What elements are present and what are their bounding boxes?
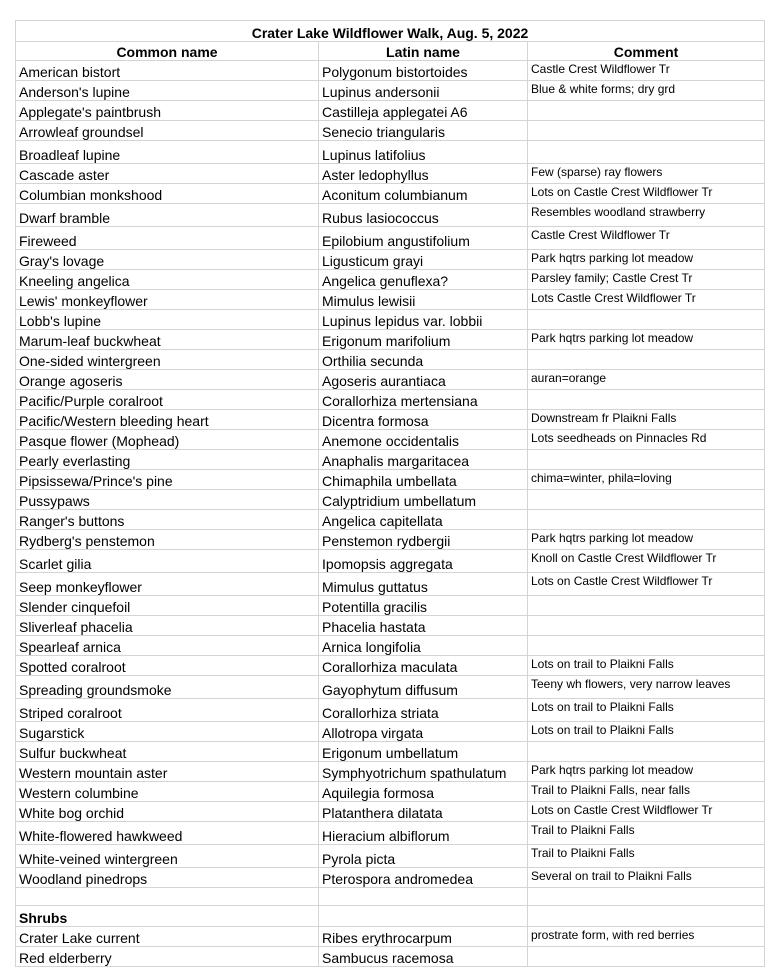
comment-cell[interactable] bbox=[528, 101, 765, 121]
latin-name-cell[interactable]: Aconitum columbianum bbox=[319, 184, 528, 204]
common-name-cell[interactable]: Pacific/Western bleeding heart bbox=[16, 410, 319, 430]
common-name-cell[interactable]: Fireweed bbox=[16, 227, 319, 250]
common-name-cell[interactable]: Red elderberry bbox=[16, 947, 319, 967]
latin-name-cell[interactable]: Rubus lasiococcus bbox=[319, 204, 528, 227]
common-name-cell[interactable]: Spearleaf arnica bbox=[16, 636, 319, 656]
comment-cell[interactable]: Trail to Plaikni Falls bbox=[528, 845, 765, 868]
table-row bbox=[16, 676, 765, 699]
section-title-shrubs[interactable]: Shrubs bbox=[16, 906, 319, 927]
common-name-cell[interactable]: Rydberg's penstemon bbox=[16, 530, 319, 550]
comment-cell[interactable]: Knoll on Castle Crest Wildflower Tr bbox=[528, 550, 765, 573]
header-common-name[interactable]: Common name bbox=[16, 42, 319, 61]
table-row bbox=[16, 530, 765, 550]
empty-cell[interactable] bbox=[16, 888, 319, 906]
common-name-cell[interactable]: Pearly everlasting bbox=[16, 450, 319, 470]
comment-cell[interactable]: Lots on trail to Plaikni Falls bbox=[528, 722, 765, 742]
latin-name-cell[interactable]: Aquilegia formosa bbox=[319, 782, 528, 802]
latin-name-cell[interactable]: Anaphalis margaritacea bbox=[319, 450, 528, 470]
table-row bbox=[16, 61, 765, 81]
comment-cell[interactable] bbox=[528, 490, 765, 510]
comment-cell[interactable]: Lots on trail to Plaikni Falls bbox=[528, 699, 765, 722]
common-name-cell[interactable]: Pasque flower (Mophead) bbox=[16, 430, 319, 450]
common-name-cell[interactable]: Pussypaws bbox=[16, 490, 319, 510]
latin-name-cell[interactable]: Ribes erythrocarpum bbox=[319, 927, 528, 947]
table-row bbox=[16, 550, 765, 573]
table-row bbox=[16, 410, 765, 430]
latin-name-cell[interactable]: Dicentra formosa bbox=[319, 410, 528, 430]
latin-name-cell[interactable]: Corallorhiza striata bbox=[319, 699, 528, 722]
comment-cell[interactable] bbox=[528, 742, 765, 762]
comment-cell[interactable]: Few (sparse) ray flowers bbox=[528, 164, 765, 184]
comment-cell[interactable]: Lots on Castle Crest Wildflower Tr bbox=[528, 573, 765, 596]
comment-cell[interactable] bbox=[528, 141, 765, 164]
latin-name-cell[interactable]: Allotropa virgata bbox=[319, 722, 528, 742]
latin-name-cell[interactable]: Polygonum bistortoides bbox=[319, 61, 528, 81]
table-row bbox=[16, 370, 765, 390]
table-row bbox=[16, 762, 765, 782]
common-name-cell[interactable]: Woodland pinedrops bbox=[16, 868, 319, 888]
title-row bbox=[16, 21, 765, 42]
common-name-cell[interactable]: Broadleaf lupine bbox=[16, 141, 319, 164]
latin-name-cell[interactable]: Arnica longifolia bbox=[319, 636, 528, 656]
table-row bbox=[16, 573, 765, 596]
comment-cell[interactable] bbox=[528, 616, 765, 636]
latin-name-cell[interactable]: Platanthera dilatata bbox=[319, 802, 528, 822]
header-row bbox=[16, 42, 765, 61]
common-name-cell[interactable]: Spotted coralroot bbox=[16, 656, 319, 676]
table-row bbox=[16, 868, 765, 888]
latin-name-cell[interactable]: Erigonum umbellatum bbox=[319, 742, 528, 762]
table-row bbox=[16, 290, 765, 310]
comment-cell[interactable] bbox=[528, 310, 765, 330]
latin-name-cell[interactable]: Calyptridium umbellatum bbox=[319, 490, 528, 510]
table-row bbox=[16, 330, 765, 350]
common-name-cell[interactable]: One-sided wintergreen bbox=[16, 350, 319, 370]
comment-cell[interactable]: Park hqtrs parking lot meadow bbox=[528, 330, 765, 350]
common-name-cell[interactable]: Crater Lake current bbox=[16, 927, 319, 947]
table-row bbox=[16, 699, 765, 722]
common-name-cell[interactable]: Kneeling angelica bbox=[16, 270, 319, 290]
latin-name-cell[interactable]: Lupinus latifolius bbox=[319, 141, 528, 164]
latin-name-cell[interactable]: Symphyotrichum spathulatum bbox=[319, 762, 528, 782]
latin-name-cell[interactable]: Epilobium angustifolium bbox=[319, 227, 528, 250]
table-row bbox=[16, 350, 765, 370]
sheet-title[interactable]: Crater Lake Wildflower Walk, Aug. 5, 2022 bbox=[16, 21, 765, 42]
table-row bbox=[16, 782, 765, 802]
common-name-cell[interactable]: Western mountain aster bbox=[16, 762, 319, 782]
latin-name-cell[interactable]: Agoseris aurantiaca bbox=[319, 370, 528, 390]
comment-cell[interactable]: Blue & white forms; dry grd bbox=[528, 81, 765, 101]
comment-cell[interactable]: Lots Castle Crest Wildflower Tr bbox=[528, 290, 765, 310]
empty-cell[interactable] bbox=[528, 906, 765, 927]
table-row bbox=[16, 596, 765, 616]
comment-cell[interactable] bbox=[528, 636, 765, 656]
common-name-cell[interactable]: Cascade aster bbox=[16, 164, 319, 184]
latin-name-cell[interactable]: Angelica genuflexa? bbox=[319, 270, 528, 290]
empty-cell[interactable] bbox=[528, 888, 765, 906]
comment-cell[interactable]: Lots on Castle Crest Wildflower Tr bbox=[528, 184, 765, 204]
table-row bbox=[16, 141, 765, 164]
common-name-cell[interactable]: Pacific/Purple coralroot bbox=[16, 390, 319, 410]
comment-cell[interactable]: Park hqtrs parking lot meadow bbox=[528, 530, 765, 550]
latin-name-cell[interactable]: Ligusticum grayi bbox=[319, 250, 528, 270]
latin-name-cell[interactable]: Castilleja applegatei A6 bbox=[319, 101, 528, 121]
comment-cell[interactable] bbox=[528, 390, 765, 410]
table-row bbox=[16, 250, 765, 270]
latin-name-cell[interactable]: Pterospora andromedea bbox=[319, 868, 528, 888]
latin-name-cell[interactable]: Anemone occidentalis bbox=[319, 430, 528, 450]
common-name-cell[interactable]: Slender cinquefoil bbox=[16, 596, 319, 616]
table-row bbox=[16, 310, 765, 330]
latin-name-cell[interactable]: Lupinus lepidus var. lobbii bbox=[319, 310, 528, 330]
table-row bbox=[16, 101, 765, 121]
comment-cell[interactable]: Park hqtrs parking lot meadow bbox=[528, 250, 765, 270]
common-name-cell[interactable]: White-flowered hawkweed bbox=[16, 822, 319, 845]
table-row bbox=[16, 164, 765, 184]
common-name-cell[interactable]: Lobb's lupine bbox=[16, 310, 319, 330]
table-row bbox=[16, 636, 765, 656]
comment-cell[interactable]: Trail to Plaikni Falls, near falls bbox=[528, 782, 765, 802]
latin-name-cell[interactable]: Erigonum marifolium bbox=[319, 330, 528, 350]
common-name-cell[interactable]: White bog orchid bbox=[16, 802, 319, 822]
common-name-cell[interactable]: Sulfur buckwheat bbox=[16, 742, 319, 762]
comment-cell[interactable]: Resembles woodland strawberry bbox=[528, 204, 765, 227]
common-name-cell[interactable]: Spreading groundsmoke bbox=[16, 676, 319, 699]
table-row bbox=[16, 822, 765, 845]
comment-cell[interactable]: Park hqtrs parking lot meadow bbox=[528, 762, 765, 782]
table-row bbox=[16, 656, 765, 676]
latin-name-cell[interactable]: Mimulus lewisii bbox=[319, 290, 528, 310]
common-name-cell[interactable]: Marum-leaf buckwheat bbox=[16, 330, 319, 350]
comment-cell[interactable] bbox=[528, 350, 765, 370]
table-row bbox=[16, 121, 765, 141]
common-name-cell[interactable]: Orange agoseris bbox=[16, 370, 319, 390]
table-row bbox=[16, 450, 765, 470]
comment-cell[interactable]: auran=orange bbox=[528, 370, 765, 390]
latin-name-cell[interactable]: Angelica capitellata bbox=[319, 510, 528, 530]
latin-name-cell[interactable]: Phacelia hastata bbox=[319, 616, 528, 636]
common-name-cell[interactable]: American bistort bbox=[16, 61, 319, 81]
common-name-cell[interactable]: Lewis' monkeyflower bbox=[16, 290, 319, 310]
latin-name-cell[interactable]: Corallorhiza mertensiana bbox=[319, 390, 528, 410]
latin-name-cell[interactable]: Potentilla gracilis bbox=[319, 596, 528, 616]
comment-cell[interactable] bbox=[528, 450, 765, 470]
table-row bbox=[16, 227, 765, 250]
common-name-cell[interactable]: Columbian monkshood bbox=[16, 184, 319, 204]
comment-cell[interactable]: Lots seedheads on Pinnacles Rd bbox=[528, 430, 765, 450]
latin-name-cell[interactable]: Gayophytum diffusum bbox=[319, 676, 528, 699]
comment-cell[interactable]: Parsley family; Castle Crest Tr bbox=[528, 270, 765, 290]
table-row bbox=[16, 742, 765, 762]
latin-name-cell[interactable]: Mimulus guttatus bbox=[319, 573, 528, 596]
table-row bbox=[16, 802, 765, 822]
common-name-cell[interactable]: Sugarstick bbox=[16, 722, 319, 742]
comment-cell[interactable]: prostrate form, with red berries bbox=[528, 927, 765, 947]
comment-cell[interactable]: Trail to Plaikni Falls bbox=[528, 822, 765, 845]
latin-name-cell[interactable]: Ipomopsis aggregata bbox=[319, 550, 528, 573]
section-row bbox=[16, 906, 765, 927]
comment-cell[interactable] bbox=[528, 510, 765, 530]
latin-name-cell[interactable]: Hieracium albiflorum bbox=[319, 822, 528, 845]
comment-cell[interactable]: Several on trail to Plaikni Falls bbox=[528, 868, 765, 888]
comment-cell[interactable]: Teeny wh flowers, very narrow leaves bbox=[528, 676, 765, 699]
latin-name-cell[interactable]: Chimaphila umbellata bbox=[319, 470, 528, 490]
table-row bbox=[16, 722, 765, 742]
table-row bbox=[16, 510, 765, 530]
table-row bbox=[16, 616, 765, 636]
common-name-cell[interactable]: Ranger's buttons bbox=[16, 510, 319, 530]
table-row bbox=[16, 81, 765, 101]
comment-cell[interactable]: Castle Crest Wildflower Tr bbox=[528, 61, 765, 81]
empty-cell[interactable] bbox=[319, 906, 528, 927]
blank-row bbox=[16, 888, 765, 906]
table-row bbox=[16, 927, 765, 947]
table-row bbox=[16, 184, 765, 204]
latin-name-cell[interactable]: Penstemon rydbergii bbox=[319, 530, 528, 550]
comment-cell[interactable]: Downstream fr Plaikni Falls bbox=[528, 410, 765, 430]
latin-name-cell[interactable]: Senecio triangularis bbox=[319, 121, 528, 141]
comment-cell[interactable] bbox=[528, 596, 765, 616]
latin-name-cell[interactable]: Lupinus andersonii bbox=[319, 81, 528, 101]
common-name-cell[interactable]: Arrowleaf groundsel bbox=[16, 121, 319, 141]
comment-cell[interactable]: chima=winter, phila=loving bbox=[528, 470, 765, 490]
common-name-cell[interactable]: Applegate's paintbrush bbox=[16, 101, 319, 121]
common-name-cell[interactable]: Pipsissewa/Prince's pine bbox=[16, 470, 319, 490]
table-row bbox=[16, 430, 765, 450]
comment-cell[interactable] bbox=[528, 121, 765, 141]
common-name-cell[interactable]: Striped coralroot bbox=[16, 699, 319, 722]
common-name-cell[interactable]: Dwarf bramble bbox=[16, 204, 319, 227]
wildflower-table bbox=[15, 20, 765, 967]
table-row bbox=[16, 845, 765, 868]
table-row bbox=[16, 470, 765, 490]
common-name-cell[interactable]: Western columbine bbox=[16, 782, 319, 802]
latin-name-cell[interactable]: Orthilia secunda bbox=[319, 350, 528, 370]
common-name-cell[interactable]: White-veined wintergreen bbox=[16, 845, 319, 868]
latin-name-cell[interactable]: Sambucus racemosa bbox=[319, 947, 528, 967]
table-row bbox=[16, 270, 765, 290]
common-name-cell[interactable]: Sliverleaf phacelia bbox=[16, 616, 319, 636]
comment-cell[interactable] bbox=[528, 947, 765, 967]
latin-name-cell[interactable]: Corallorhiza maculata bbox=[319, 656, 528, 676]
table-row bbox=[16, 947, 765, 967]
comment-cell[interactable]: Lots on Castle Crest Wildflower Tr bbox=[528, 802, 765, 822]
latin-name-cell[interactable]: Aster ledophyllus bbox=[319, 164, 528, 184]
table-row bbox=[16, 204, 765, 227]
common-name-cell[interactable]: Seep monkeyflower bbox=[16, 573, 319, 596]
comment-cell[interactable]: Castle Crest Wildflower Tr bbox=[528, 227, 765, 250]
table-row bbox=[16, 390, 765, 410]
common-name-cell[interactable]: Gray's lovage bbox=[16, 250, 319, 270]
table-row bbox=[16, 490, 765, 510]
header-comment[interactable]: Comment bbox=[528, 42, 765, 61]
header-latin-name[interactable]: Latin name bbox=[319, 42, 528, 61]
comment-cell[interactable]: Lots on trail to Plaikni Falls bbox=[528, 656, 765, 676]
common-name-cell[interactable]: Scarlet gilia bbox=[16, 550, 319, 573]
latin-name-cell[interactable]: Pyrola picta bbox=[319, 845, 528, 868]
spreadsheet bbox=[15, 20, 764, 967]
empty-cell[interactable] bbox=[319, 888, 528, 906]
common-name-cell[interactable]: Anderson's lupine bbox=[16, 81, 319, 101]
